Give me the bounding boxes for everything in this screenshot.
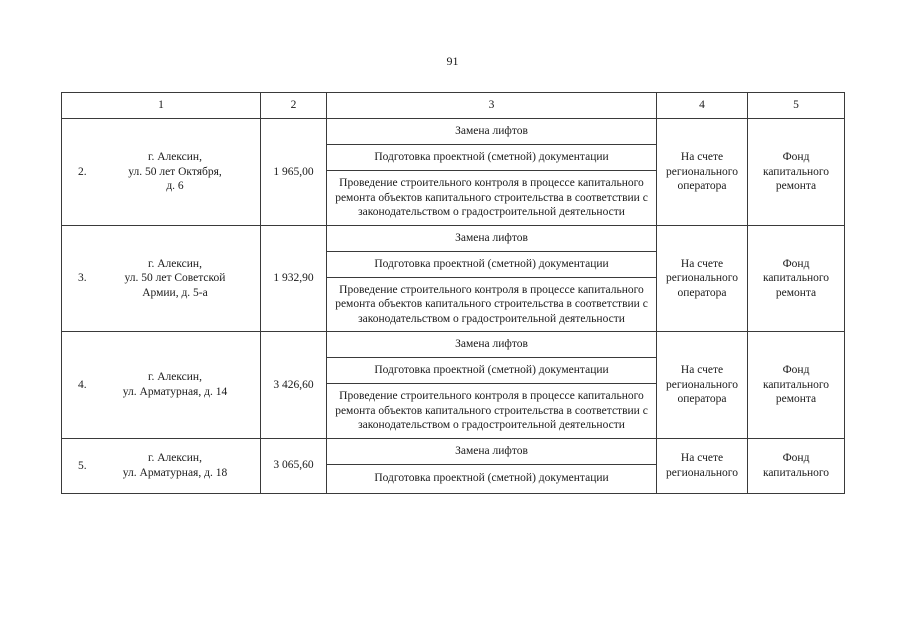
address-line: ул. Арматурная, д. 18: [122, 466, 228, 479]
address-cell: [62, 332, 261, 439]
header-cell-3: 3: [327, 93, 657, 119]
source-line: ремонта: [775, 393, 817, 405]
work-item: Подготовка проектной (сметной) документации: [327, 358, 656, 384]
source-cell: [748, 332, 845, 439]
source-line: капитального: [762, 466, 830, 479]
area-cell: 3 065,60: [261, 438, 327, 493]
account-cell: [657, 225, 748, 332]
source-line: капитального: [762, 378, 830, 391]
address-line: Армии, д. 5-а: [142, 286, 208, 299]
table-row: [62, 225, 845, 332]
source-line: капитального: [762, 272, 830, 284]
account-line: На счете: [680, 257, 724, 270]
account-cell: [657, 438, 748, 493]
works-cell: [327, 119, 657, 226]
account-line: На счете: [680, 151, 724, 163]
address-line: г. Алексин,: [148, 452, 202, 464]
source-cell: [748, 438, 845, 493]
area-cell: 1 932,90: [261, 225, 327, 332]
source-line: Фонд: [782, 452, 810, 464]
work-item: Замена лифтов: [327, 119, 656, 145]
address-cell: [62, 225, 261, 332]
source-cell: [748, 119, 845, 226]
work-item: Проведение строительного контроля в процессе капитального ремонта объектов капитального строительства в соответствии с законодательством о градостроительной деятельности: [335, 390, 648, 431]
work-item: Проведение строительного контроля в процессе капитального ремонта объектов капитального строительства в соответствии с законодательством о градостроительной деятельности: [335, 283, 648, 325]
account-line: регионального: [666, 272, 738, 284]
table-row: [62, 119, 845, 226]
account-line: На счете: [680, 452, 724, 464]
header-cell-1: 1: [62, 93, 261, 119]
row-number: 5.: [78, 459, 87, 472]
works-cell: [327, 225, 657, 332]
header-cell-2: 2: [261, 93, 327, 119]
row-number: 4.: [78, 378, 87, 391]
source-line: ремонта: [775, 286, 817, 299]
address-line: ул. Арматурная, д. 14: [122, 385, 228, 398]
page-number: 91: [446, 54, 459, 68]
account-cell: [657, 332, 748, 439]
work-item: Подготовка проектной (сметной) документации: [327, 251, 656, 277]
work-item: Подготовка проектной (сметной) документации: [327, 145, 656, 171]
address-line: г. Алексин,: [148, 257, 202, 270]
row-number: 2.: [78, 165, 87, 178]
repair-table: [61, 92, 845, 494]
account-line: оператора: [677, 393, 727, 405]
area-cell: 1 965,00: [261, 119, 327, 226]
address-line: г. Алексин,: [148, 371, 202, 384]
work-item: Проведение строительного контроля в процессе капитального ремонта объектов капитального строительства в соответствии с законодательством о градостроительной деятельности: [335, 177, 648, 218]
source-cell: [748, 225, 845, 332]
header-row: [62, 93, 845, 119]
source-line: ремонта: [775, 180, 817, 192]
address-line: д. 6: [166, 180, 184, 192]
account-line: регионального: [666, 378, 738, 391]
header-cell-4: 4: [657, 93, 748, 119]
source-line: Фонд: [782, 151, 810, 163]
table-row: [62, 332, 845, 439]
work-item: Замена лифтов: [327, 439, 656, 465]
works-cell: [327, 438, 657, 493]
account-line: оператора: [677, 180, 727, 192]
address-line: ул. 50 лет Советской: [124, 272, 226, 284]
header-cell-5: 5: [748, 93, 845, 119]
works-cell: [327, 332, 657, 439]
account-cell: [657, 119, 748, 226]
account-line: регионального: [666, 165, 738, 178]
area-cell: 3 426,60: [261, 332, 327, 439]
account-line: На счете: [680, 364, 724, 376]
table-row: [62, 438, 845, 493]
work-item: Замена лифтов: [327, 226, 656, 252]
address-cell: [62, 119, 261, 226]
account-line: оператора: [677, 286, 727, 299]
work-item: Подготовка проектной (сметной) документации: [374, 472, 609, 485]
address-line: ул. 50 лет Октября,: [128, 165, 222, 178]
account-line: регионального: [666, 466, 738, 479]
source-line: капитального: [762, 165, 830, 178]
source-line: Фонд: [782, 364, 810, 376]
address-line: г. Алексин,: [148, 151, 202, 163]
row-number: 3.: [78, 272, 87, 284]
source-line: Фонд: [782, 257, 810, 270]
address-cell: [62, 438, 261, 493]
work-item: Замена лифтов: [327, 332, 656, 358]
